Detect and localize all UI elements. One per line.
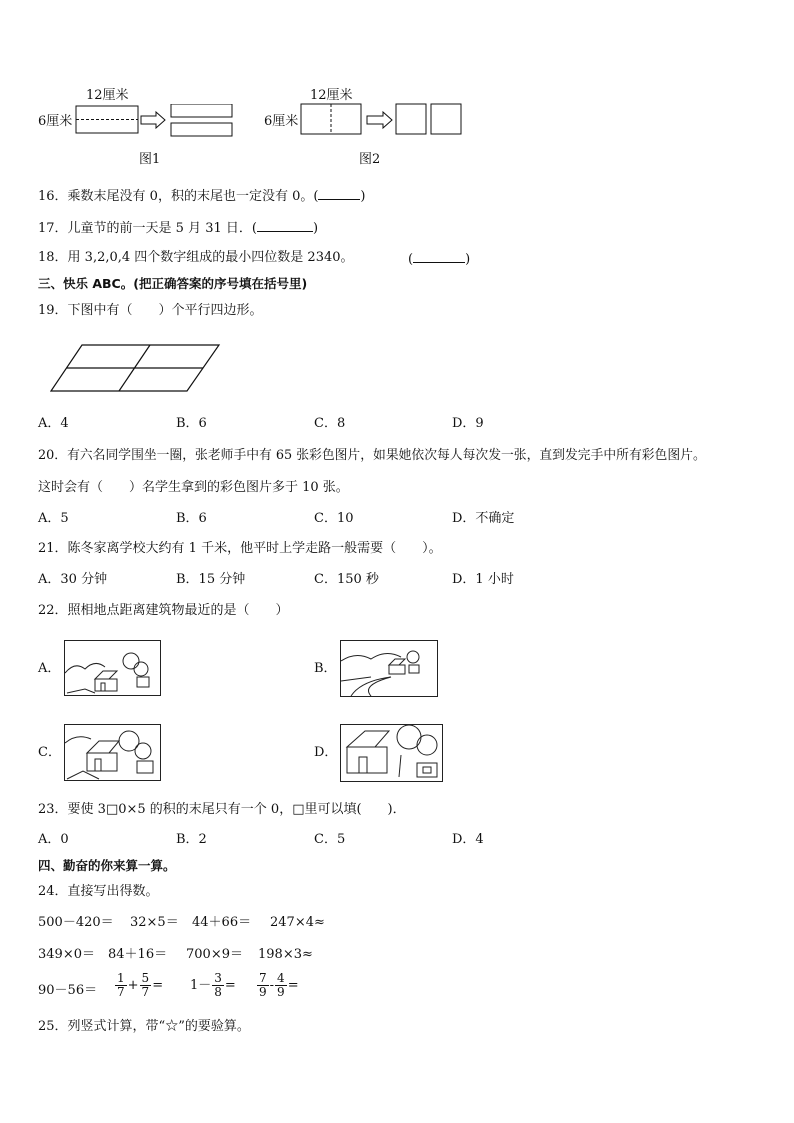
section-3-title: 三、快乐 ABC。(把正确答案的序号填在括号里) <box>38 276 308 291</box>
q22-option-b-picture[interactable] <box>340 640 438 697</box>
q22-option-d-picture[interactable] <box>340 724 443 782</box>
q22-option-c-picture[interactable] <box>64 724 161 781</box>
q21-option-c[interactable]: C．150 秒 <box>314 572 379 587</box>
question-19: 19．下图中有（ ）个平行四边形。 <box>38 303 263 318</box>
question-20-line2: 这时会有（ ）名学生拿到的彩色图片多于 10 张。 <box>38 480 349 495</box>
q20-option-b[interactable]: B．6 <box>176 511 207 526</box>
question-25: 25．列竖式计算，带“☆”的要验算。 <box>38 1019 250 1034</box>
fraction: $\frac{1}{7}$ <box>117 971 125 999</box>
question-24: 24．直接写出得数。 <box>38 884 159 899</box>
answer-blank-18[interactable] <box>413 250 465 263</box>
q20-option-d[interactable]: D．不确定 <box>452 511 515 526</box>
fig1-rectangle-diagram <box>74 104 236 140</box>
q19-option-a[interactable]: A．4 <box>38 416 69 431</box>
q24-item-2: 32×5＝ <box>130 915 179 930</box>
answer-18: ( ) <box>408 252 471 267</box>
answer-blank-17[interactable] <box>257 219 313 232</box>
fig1-left-label: 6厘米 <box>38 114 73 129</box>
fig2-left-label: 6厘米 <box>264 114 299 129</box>
q22-option-a-label[interactable]: A． <box>38 661 61 676</box>
q24-item-4: 247×4≈ <box>270 915 325 930</box>
question-16: 16．乘数末尾没有 0，积的末尾也一定没有 0。( ) <box>38 189 366 204</box>
q23-option-c[interactable]: C．5 <box>314 832 346 847</box>
q21-option-b[interactable]: B．15 分钟 <box>176 572 246 587</box>
q20-option-c[interactable]: C．10 <box>314 511 354 526</box>
fig1-top-label: 12厘米 <box>86 88 129 103</box>
fig2-top-label: 12厘米 <box>310 88 353 103</box>
question-17: 17．儿童节的前一天是 5 月 31 日．( ) <box>38 221 319 236</box>
fig1-caption: 图1 <box>139 152 161 167</box>
fraction: $\frac{7}{9}$ <box>259 971 267 999</box>
q24-item-11: 1－ $\frac{3}{8}$ = <box>190 971 236 999</box>
house-scene-icon <box>341 725 442 781</box>
q23-option-d[interactable]: D．4 <box>452 832 484 847</box>
question-22: 22．照相地点距离建筑物最近的是（ ） <box>38 603 289 618</box>
question-20-line1: 20．有六名同学围坐一圈，张老师手中有 65 张彩色图片，如果她依次每人每次发一张，直到发完手中所有彩色图片。 <box>38 448 706 463</box>
q24-item-12: $\frac{7}{9}$ - $\frac{4}{9}$ = <box>259 971 299 999</box>
house-scene-icon <box>65 641 160 695</box>
q24-item-6: 84＋16＝ <box>108 947 168 962</box>
house-scene-icon <box>341 641 437 696</box>
q24-item-5: 349×0＝ <box>38 947 95 962</box>
q22-option-a-picture[interactable] <box>64 640 161 696</box>
q24-item-7: 700×9＝ <box>186 947 243 962</box>
section-4-title: 四、勤奋的你来算一算。 <box>38 858 176 873</box>
fig2-caption: 图2 <box>359 152 381 167</box>
q20-option-a[interactable]: A．5 <box>38 511 69 526</box>
q22-option-d-label[interactable]: D． <box>314 745 338 760</box>
q19-option-d[interactable]: D．9 <box>452 416 484 431</box>
q22-option-b-label[interactable]: B． <box>314 661 337 676</box>
q23-option-b[interactable]: B．2 <box>176 832 207 847</box>
q19-option-b[interactable]: B．6 <box>176 416 207 431</box>
fraction: $\frac{4}{9}$ <box>277 971 285 999</box>
question-18: 18．用 3,2,0,4 四个数字组成的最小四位数是 2340。 <box>38 250 354 265</box>
q21-option-a[interactable]: A．30 分钟 <box>38 572 108 587</box>
fig2-rectangle-diagram <box>300 102 466 138</box>
parallelogram-figure <box>50 344 222 394</box>
q22-option-c-label[interactable]: C． <box>38 745 61 760</box>
q24-item-8: 198×3≈ <box>258 947 313 962</box>
q23-option-a[interactable]: A．0 <box>38 832 69 847</box>
q19-option-c[interactable]: C．8 <box>314 416 346 431</box>
q24-item-9: 90－56＝ <box>38 983 98 998</box>
answer-blank-16[interactable] <box>318 187 360 200</box>
q24-item-3: 44＋66＝ <box>192 915 252 930</box>
fraction: $\frac{5}{7}$ <box>141 971 150 999</box>
house-scene-icon <box>65 725 160 780</box>
q24-item-10: $\frac{1}{7}$ + $\frac{5}{7}$ = <box>117 971 164 999</box>
fraction: $\frac{3}{8}$ <box>214 971 222 999</box>
question-21: 21．陈冬家离学校大约有 1 千米，他平时上学走路一般需要（ ）。 <box>38 541 442 556</box>
q24-item-1: 500－420＝ <box>38 915 114 930</box>
q21-option-d[interactable]: D．1 小时 <box>452 572 514 587</box>
question-23: 23．要使 3□0×5 的积的末尾只有一个 0，□里可以填( )． <box>38 802 406 817</box>
